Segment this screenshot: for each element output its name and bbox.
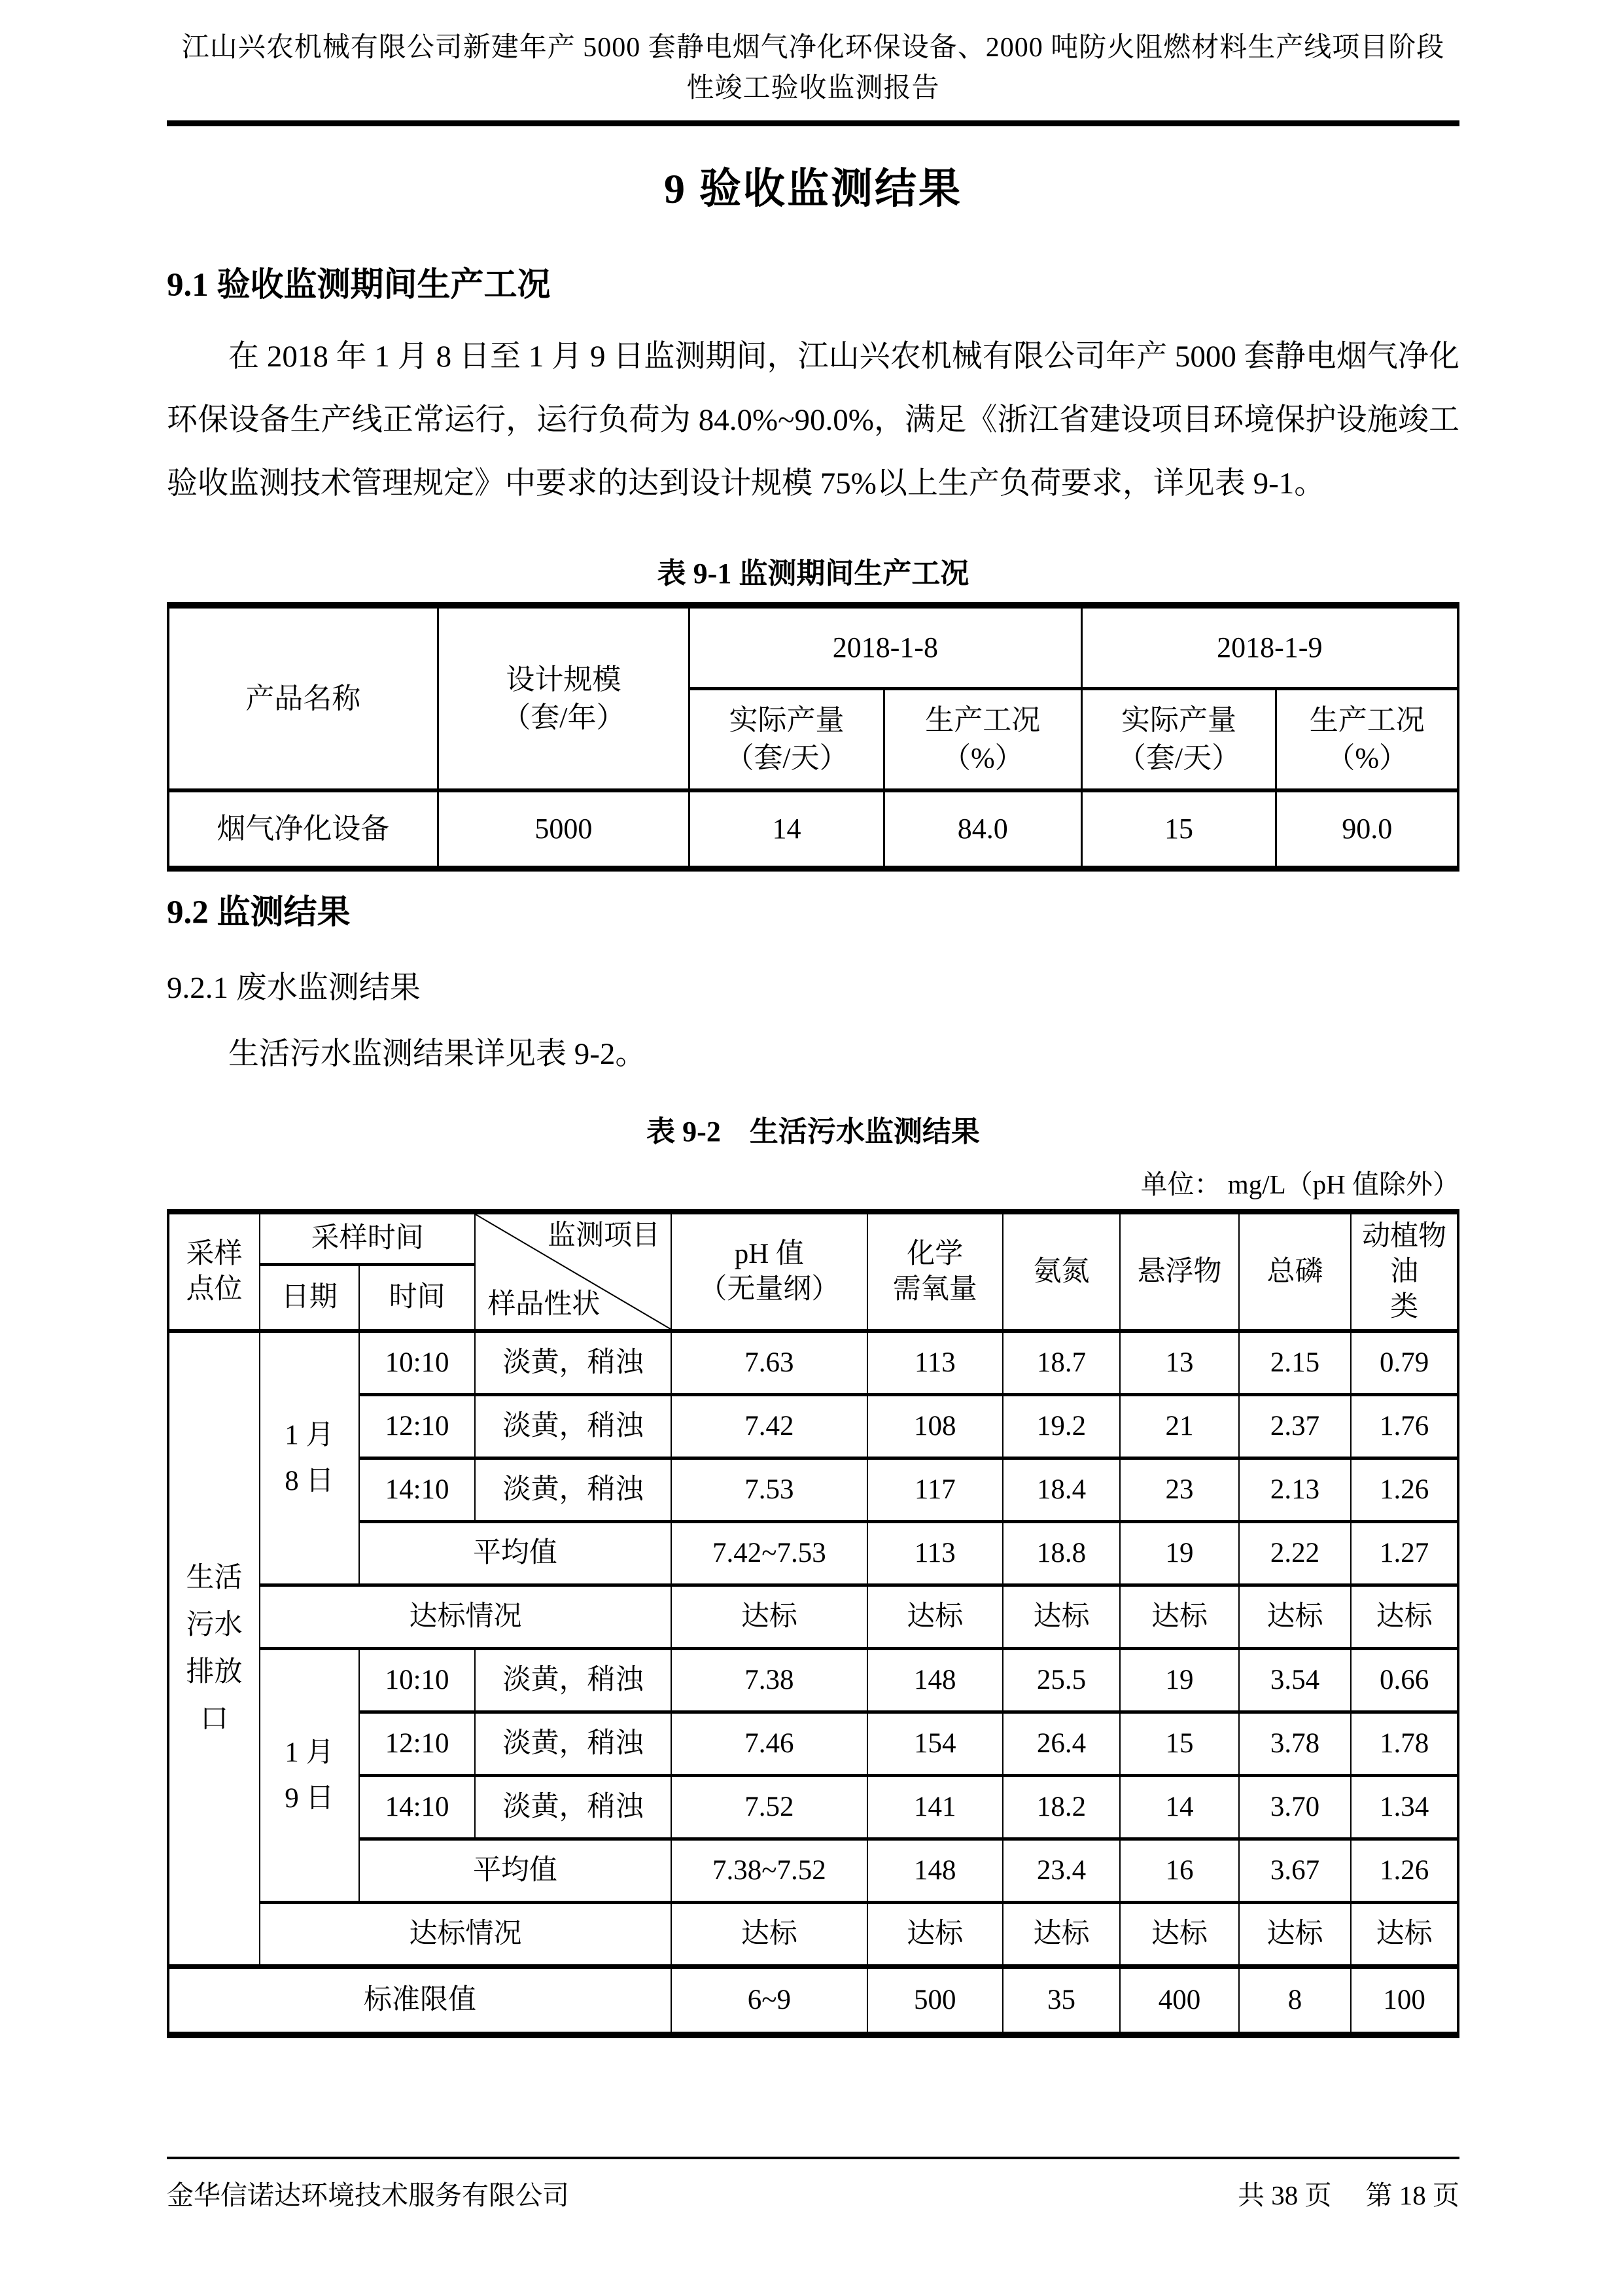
diagonal-cell-content bbox=[476, 1214, 671, 1329]
t1-header-design-scale bbox=[438, 605, 689, 790]
t2-header-sampling-time: 采样时间 bbox=[260, 1212, 475, 1265]
compliance-row bbox=[168, 1903, 1458, 1967]
value-nh3n: 26.4 bbox=[1003, 1712, 1120, 1776]
t2-header-ph-line1: pH 值 bbox=[734, 1238, 805, 1269]
t1-header-load-d2 bbox=[1276, 689, 1458, 791]
chapter-title: 9 验收监测结果 bbox=[664, 166, 962, 212]
value-oil: 0.66 bbox=[1351, 1649, 1458, 1712]
t2-site-label bbox=[168, 1331, 260, 1967]
compliance-label: 达标情况 bbox=[260, 1585, 671, 1649]
section-9-2-heading: 9.2 监测结果 bbox=[167, 894, 351, 931]
value-ph: 7.63 bbox=[671, 1331, 867, 1395]
value-tp: 3.54 bbox=[1239, 1649, 1352, 1712]
t2-header-ss: 悬浮物 bbox=[1120, 1212, 1238, 1331]
compliance-label: 达标情况 bbox=[260, 1903, 671, 1967]
t2-header-ph bbox=[671, 1212, 867, 1331]
value-ss: 21 bbox=[1120, 1395, 1238, 1458]
date-line2: 8 日 bbox=[285, 1465, 334, 1496]
t1-header-actual-line1: 实际产量 bbox=[1121, 704, 1237, 736]
avg-tp: 3.67 bbox=[1239, 1839, 1352, 1903]
avg-cod: 148 bbox=[867, 1839, 1003, 1903]
limit-nh3n: 35 bbox=[1003, 1967, 1120, 2036]
sample-appearance: 淡黄，稍浊 bbox=[475, 1331, 671, 1395]
sample-time: 12:10 bbox=[359, 1712, 475, 1776]
value-ss: 13 bbox=[1120, 1331, 1238, 1395]
value-oil: 1.26 bbox=[1351, 1458, 1458, 1522]
table-row bbox=[168, 1776, 1458, 1839]
date-line2: 9 日 bbox=[285, 1782, 334, 1814]
value-ss: 19 bbox=[1120, 1649, 1238, 1712]
table-9-2 bbox=[167, 1209, 1459, 2038]
header-divider bbox=[167, 120, 1459, 126]
average-row bbox=[168, 1522, 1458, 1585]
footer-current-page: 第 18 页 bbox=[1365, 2180, 1459, 2210]
value-nh3n: 19.2 bbox=[1003, 1395, 1120, 1458]
compliance-cod: 达标 bbox=[867, 1903, 1003, 1967]
t1-header-load-d1 bbox=[884, 689, 1081, 791]
limit-oil: 100 bbox=[1351, 1967, 1458, 2036]
value-nh3n: 25.5 bbox=[1003, 1649, 1120, 1712]
table-9-1-title: 表 9-1 监测期间生产工况 bbox=[657, 557, 969, 590]
sample-time: 14:10 bbox=[359, 1458, 475, 1522]
value-nh3n: 18.4 bbox=[1003, 1458, 1120, 1522]
t2-header-date: 日期 bbox=[260, 1265, 359, 1332]
compliance-ph: 达标 bbox=[671, 1585, 867, 1649]
avg-ph: 7.42~7.53 bbox=[671, 1522, 867, 1585]
average-label: 平均值 bbox=[359, 1522, 671, 1585]
compliance-nh3n: 达标 bbox=[1003, 1903, 1120, 1967]
t1-header-actual-output-d1 bbox=[689, 689, 884, 791]
value-ss: 15 bbox=[1120, 1712, 1238, 1776]
t2-header-oil-line2: 类 bbox=[1390, 1291, 1419, 1322]
running-header-line1: 江山兴农机械有限公司新建年产 5000 套静电烟气净化环保设备、2000 吨防火阻燃材料生产线项目阶段 bbox=[181, 33, 1445, 63]
sample-appearance: 淡黄，稍浊 bbox=[475, 1395, 671, 1458]
value-cod: 154 bbox=[867, 1712, 1003, 1776]
compliance-tp: 达标 bbox=[1239, 1585, 1352, 1649]
value-ph: 7.38 bbox=[671, 1649, 867, 1712]
t1-header-product: 产品名称 bbox=[168, 605, 438, 790]
t1-d2-actual: 15 bbox=[1081, 790, 1276, 869]
sample-time: 10:10 bbox=[359, 1649, 475, 1712]
avg-nh3n: 23.4 bbox=[1003, 1839, 1120, 1903]
value-tp: 2.15 bbox=[1239, 1331, 1352, 1395]
t1-header-load-line1: 生产工况 bbox=[1309, 704, 1425, 736]
value-cod: 117 bbox=[867, 1458, 1003, 1522]
site-line: 生活 bbox=[186, 1562, 243, 1593]
value-nh3n: 18.2 bbox=[1003, 1776, 1120, 1839]
date-line1: 1 月 bbox=[285, 1737, 334, 1768]
t2-header-time: 时间 bbox=[359, 1265, 475, 1332]
avg-oil: 1.27 bbox=[1351, 1522, 1458, 1585]
value-cod: 113 bbox=[867, 1331, 1003, 1395]
site-line: 污水 bbox=[186, 1609, 243, 1640]
limit-row bbox=[168, 1967, 1458, 2036]
date-line1: 1 月 bbox=[285, 1419, 334, 1451]
sample-appearance: 淡黄，稍浊 bbox=[475, 1649, 671, 1712]
site-line: 排放 bbox=[186, 1656, 243, 1687]
table-row bbox=[168, 1712, 1458, 1776]
t1-product-name: 烟气净化设备 bbox=[168, 790, 438, 869]
table-row bbox=[168, 1649, 1458, 1712]
running-header bbox=[167, 27, 1459, 109]
value-ph: 7.42 bbox=[671, 1395, 867, 1458]
t1-header-actual-output-d2 bbox=[1081, 689, 1276, 791]
value-ph: 7.46 bbox=[671, 1712, 867, 1776]
avg-ss: 16 bbox=[1120, 1839, 1238, 1903]
t2-header-oil-line1: 动植物油 bbox=[1362, 1220, 1447, 1287]
limit-tp: 8 bbox=[1239, 1967, 1352, 2036]
avg-ss: 19 bbox=[1120, 1522, 1238, 1585]
limit-ph: 6~9 bbox=[671, 1967, 867, 2036]
sample-time: 14:10 bbox=[359, 1776, 475, 1839]
unit-note: 单位： mg/L（pH 值除外） bbox=[1140, 1169, 1459, 1199]
value-tp: 3.78 bbox=[1239, 1712, 1352, 1776]
t1-header-date-1: 2018-1-8 bbox=[689, 605, 1081, 689]
t1-design-value: 5000 bbox=[438, 790, 689, 869]
t2-header-diagonal-cell bbox=[475, 1212, 671, 1331]
table-row bbox=[168, 1395, 1458, 1458]
average-row bbox=[168, 1839, 1458, 1903]
value-ss: 14 bbox=[1120, 1776, 1238, 1839]
sample-appearance: 淡黄，稍浊 bbox=[475, 1776, 671, 1839]
compliance-oil: 达标 bbox=[1351, 1903, 1458, 1967]
compliance-row bbox=[168, 1585, 1458, 1649]
t2-header-cod bbox=[867, 1212, 1003, 1331]
value-oil: 0.79 bbox=[1351, 1331, 1458, 1395]
t1-header-design-line1: 设计规模 bbox=[506, 663, 621, 696]
t1-d1-actual: 14 bbox=[689, 790, 884, 869]
footer-total-pages: 共 38 页 bbox=[1238, 2180, 1332, 2210]
value-cod: 108 bbox=[867, 1395, 1003, 1458]
avg-cod: 113 bbox=[867, 1522, 1003, 1585]
value-ph: 7.52 bbox=[671, 1776, 867, 1839]
t1-header-load-line2: （%） bbox=[1326, 742, 1408, 774]
avg-tp: 2.22 bbox=[1239, 1522, 1352, 1585]
table-9-2-title: 表 9-2 生活污水监测结果 bbox=[646, 1116, 980, 1148]
t1-header-design-line2: （套/年） bbox=[502, 701, 625, 733]
compliance-tp: 达标 bbox=[1239, 1903, 1352, 1967]
avg-ph: 7.38~7.52 bbox=[671, 1839, 867, 1903]
table-row bbox=[168, 1331, 1458, 1395]
t2-header-nh3n: 氨氮 bbox=[1003, 1212, 1120, 1331]
t1-header-date-2: 2018-1-9 bbox=[1081, 605, 1458, 689]
value-cod: 148 bbox=[867, 1649, 1003, 1712]
avg-oil: 1.26 bbox=[1351, 1839, 1458, 1903]
compliance-ph: 达标 bbox=[671, 1903, 867, 1967]
section-9-1-heading: 9.1 验收监测期间生产工况 bbox=[167, 267, 551, 304]
table-9-1 bbox=[167, 602, 1459, 872]
site-line: 口 bbox=[200, 1703, 228, 1735]
t1-header-load-line1: 生产工况 bbox=[925, 704, 1041, 736]
t1-d1-load: 84.0 bbox=[884, 790, 1081, 869]
t2-header-tp: 总磷 bbox=[1239, 1212, 1352, 1331]
t2-day1-date bbox=[260, 1331, 359, 1585]
compliance-cod: 达标 bbox=[867, 1585, 1003, 1649]
compliance-nh3n: 达标 bbox=[1003, 1585, 1120, 1649]
t1-d2-load: 90.0 bbox=[1276, 790, 1458, 869]
t2-header-site-line1: 采样 bbox=[186, 1238, 243, 1269]
t2-header-cod-line2: 需氧量 bbox=[892, 1273, 977, 1305]
section-9-2-1-heading: 9.2.1 废水监测结果 bbox=[167, 971, 421, 1005]
sample-appearance: 淡黄，稍浊 bbox=[475, 1458, 671, 1522]
section-9-1-paragraph: 在 2018 年 1 月 8 日至 1 月 9 日监测期间，江山兴农机械有限公司年产 5000 套静电烟气净化环保设备生产线正常运行，运行负荷为 84.0%~90.0%，满足《浙江省建设项目环境保护设施竣工验收监测技术管理规定》中要求的达到设计规模 75%以上生产负荷要求，详见表 9-1。 bbox=[167, 340, 1459, 501]
running-header-line2: 性竣工验收监测报告 bbox=[686, 73, 940, 103]
t2-header-site-line2: 点位 bbox=[186, 1273, 243, 1305]
value-ss: 23 bbox=[1120, 1458, 1238, 1522]
footer-company: 金华信诺达环境技术服务有限公司 bbox=[167, 2180, 569, 2210]
t2-header-sample-appearance: 样品性状 bbox=[487, 1289, 601, 1320]
value-tp: 3.70 bbox=[1239, 1776, 1352, 1839]
t2-header-oil bbox=[1351, 1212, 1458, 1331]
t2-header-ph-line2: （无量纲） bbox=[699, 1273, 840, 1305]
sample-time: 10:10 bbox=[359, 1331, 475, 1395]
limit-ss: 400 bbox=[1120, 1967, 1238, 2036]
value-tp: 2.13 bbox=[1239, 1458, 1352, 1522]
t2-header-cod-line1: 化学 bbox=[907, 1238, 964, 1269]
value-cod: 141 bbox=[867, 1776, 1003, 1839]
limit-label: 标准限值 bbox=[168, 1967, 671, 2036]
t2-day2-date bbox=[260, 1649, 359, 1903]
value-tp: 2.37 bbox=[1239, 1395, 1352, 1458]
t1-header-actual-line1: 实际产量 bbox=[729, 704, 845, 736]
table-row bbox=[168, 790, 1458, 869]
sample-time: 12:10 bbox=[359, 1395, 475, 1458]
value-oil: 1.76 bbox=[1351, 1395, 1458, 1458]
section-9-2-1-paragraph: 生活污水监测结果详见表 9-2。 bbox=[228, 1037, 646, 1071]
compliance-ss: 达标 bbox=[1120, 1585, 1238, 1649]
footer-divider bbox=[167, 2157, 1459, 2159]
avg-nh3n: 18.8 bbox=[1003, 1522, 1120, 1585]
table-row bbox=[168, 1458, 1458, 1522]
limit-cod: 500 bbox=[867, 1967, 1003, 2036]
value-nh3n: 18.7 bbox=[1003, 1331, 1120, 1395]
t1-header-actual-line2: （套/天） bbox=[1117, 742, 1241, 774]
value-oil: 1.78 bbox=[1351, 1712, 1458, 1776]
value-ph: 7.53 bbox=[671, 1458, 867, 1522]
compliance-ss: 达标 bbox=[1120, 1903, 1238, 1967]
page-footer bbox=[167, 2157, 1459, 2212]
t2-header-site bbox=[168, 1212, 260, 1331]
value-oil: 1.34 bbox=[1351, 1776, 1458, 1839]
t1-header-actual-line2: （套/天） bbox=[725, 742, 848, 774]
average-label: 平均值 bbox=[359, 1839, 671, 1903]
compliance-oil: 达标 bbox=[1351, 1585, 1458, 1649]
t2-header-monitoring-item: 监测项目 bbox=[548, 1220, 661, 1251]
t1-header-load-line2: （%） bbox=[941, 742, 1024, 774]
sample-appearance: 淡黄，稍浊 bbox=[475, 1712, 671, 1776]
